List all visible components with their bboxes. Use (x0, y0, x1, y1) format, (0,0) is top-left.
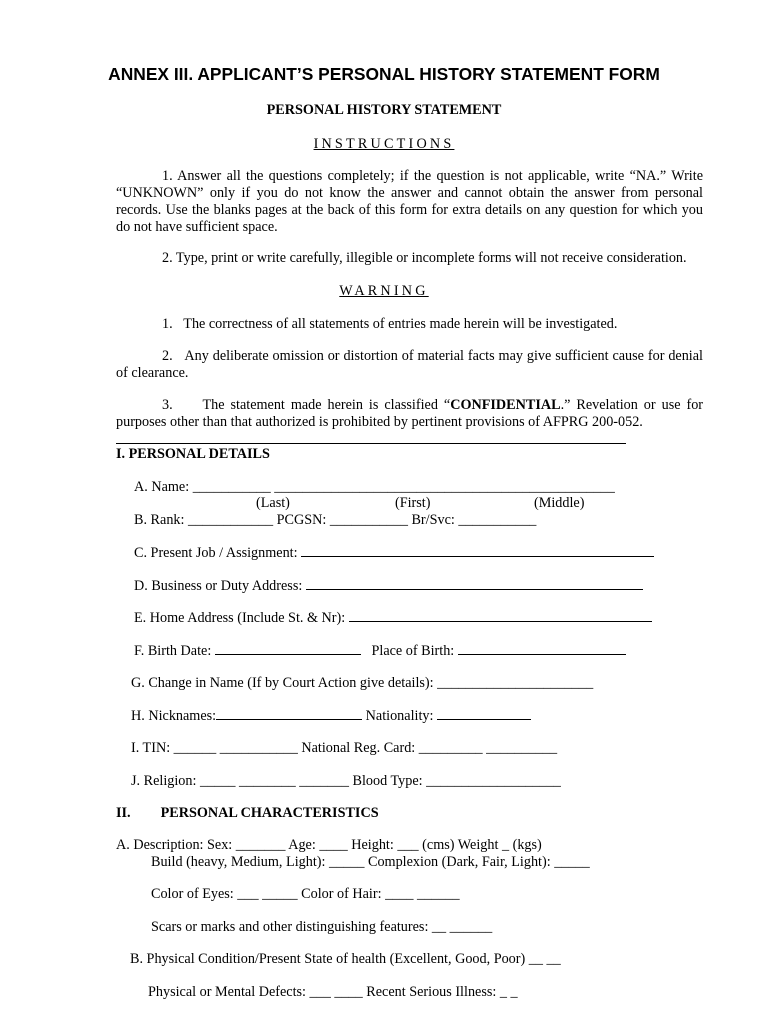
instruction-2: 2. Type, print or write carefully, illegible or incomplete forms will not receive consideration. (162, 250, 687, 266)
defects-field[interactable]: Physical or Mental Defects: ___ ____ Recent Serious Illness: _ _ (148, 984, 518, 1000)
name-last-label: (Last) (256, 495, 290, 511)
name-first-label: (First) (395, 495, 431, 511)
section1-heading: I. PERSONAL DETAILS (116, 446, 270, 462)
rank-field[interactable]: B. Rank: ____________ PCGSN: ___________ Br/Svc: ___________ (134, 512, 537, 528)
present-job-field[interactable]: C. Present Job / Assignment: (134, 544, 654, 562)
nationality-label: Nationality: (365, 708, 434, 724)
nicknames-line[interactable] (216, 707, 362, 720)
warning-heading: WARNING (339, 283, 429, 299)
religion-field[interactable]: J. Religion: _____ ________ _______ Blood Type: ___________________ (131, 773, 561, 789)
section-divider (116, 443, 626, 444)
name-middle-label: (Middle) (534, 495, 585, 511)
home-address-line[interactable] (349, 609, 652, 622)
birth-date-field[interactable]: F. Birth Date: Place of Birth: (134, 642, 626, 660)
name-field[interactable]: A. Name: ___________ ________________________________________________ (134, 479, 615, 495)
instruction-1: 1. Answer all the questions completely; if the question is not applicable, write “NA.” Write “UNKNOWN” only if you do not know the answer and cannot obtain the answer from personal records. Use the blanks pages at the back of this form for extra details on any question for which you do not have sufficient space. (116, 168, 703, 235)
business-address-field[interactable]: D. Business or Duty Address: (134, 577, 643, 595)
form-title: ANNEX III. APPLICANT’S PERSONAL HISTORY STATEMENT FORM (108, 64, 660, 84)
business-address-line[interactable] (306, 577, 643, 590)
place-of-birth-line[interactable] (458, 642, 626, 655)
place-of-birth-label: Place of Birth: (371, 643, 455, 659)
section2-heading: II. PERSONAL CHARACTERISTICS (116, 805, 379, 821)
change-name-field[interactable]: G. Change in Name (If by Court Action give details): ______________________ (131, 675, 594, 691)
instructions-heading: INSTRUCTIONS (313, 136, 455, 152)
warning-1: 1. The correctness of all statements of entries made herein will be investigated. (162, 316, 618, 332)
physical-condition-field[interactable]: B. Physical Condition/Present State of health (Excellent, Good, Poor) __ __ (130, 951, 561, 967)
home-address-field[interactable]: E. Home Address (Include St. & Nr): (134, 609, 652, 627)
scars-field[interactable]: Scars or marks and other distinguishing features: __ ______ (151, 919, 493, 935)
description-line-2[interactable]: Build (heavy, Medium, Light): _____ Complexion (Dark, Fair, Light): _____ (151, 854, 590, 870)
nationality-line[interactable] (437, 707, 531, 720)
eyes-hair-field[interactable]: Color of Eyes: ___ _____ Color of Hair: ____ ______ (151, 886, 460, 902)
birth-date-line[interactable] (215, 642, 361, 655)
present-job-line[interactable] (301, 544, 654, 557)
nicknames-field[interactable]: H. Nicknames: Nationality: (131, 707, 531, 725)
description-line-1[interactable]: A. Description: Sex: _______ Age: ____ Height: ___ (cms) Weight _ (kgs) (116, 837, 542, 853)
form-subtitle: PERSONAL HISTORY STATEMENT (266, 102, 502, 118)
tin-field[interactable]: I. TIN: ______ ___________ National Reg. Card: _________ __________ (131, 740, 558, 756)
warning-2: 2. Any deliberate omission or distortion of material facts may give sufficient cause for denial of clearance. (116, 348, 703, 381)
warning-3: 3. The statement made herein is classified “CONFIDENTIAL.” Revelation or use for purposes other than that authorized is prohibited by pertinent provisions of AFPRG 200-052. (116, 397, 704, 430)
